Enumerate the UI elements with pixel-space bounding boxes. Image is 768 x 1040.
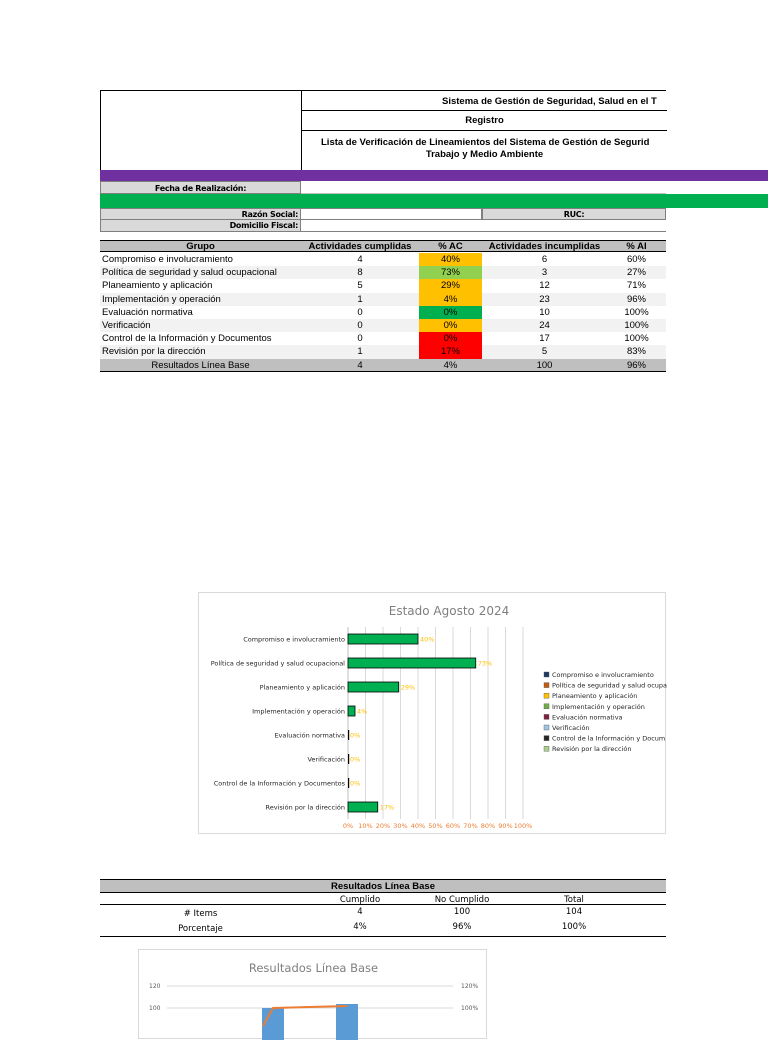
x-tick-label: 60% bbox=[445, 822, 461, 830]
table-row bbox=[100, 319, 666, 332]
fecha-label: Fecha de Realización: bbox=[100, 181, 301, 194]
th-grupo: Grupo bbox=[186, 241, 215, 252]
estado-chart bbox=[198, 592, 666, 834]
summary-table bbox=[100, 879, 666, 937]
legend-swatch bbox=[544, 725, 549, 730]
table-row bbox=[100, 306, 666, 319]
legend-swatch bbox=[544, 746, 549, 751]
summary-pct-t: 100% bbox=[561, 922, 587, 932]
legend-label: Compromiso e involucramiento bbox=[552, 671, 654, 679]
legend-label: Evaluación normativa bbox=[552, 713, 623, 722]
chart2-bar-nocumplido bbox=[336, 1004, 358, 1040]
total-pai: 96% bbox=[626, 359, 646, 371]
legend-swatch bbox=[544, 704, 549, 709]
td-pac: 0% bbox=[419, 332, 482, 345]
table-row bbox=[100, 293, 666, 306]
chart2-bar-cumplido bbox=[262, 1008, 284, 1040]
ruc-label: RUC: bbox=[482, 208, 666, 220]
table-row bbox=[100, 345, 666, 358]
td-pai: 83% bbox=[626, 346, 646, 358]
th-pai: % AI bbox=[626, 241, 647, 252]
category-label: Implementación y operación bbox=[252, 707, 345, 716]
category-label: Planeamiento y aplicación bbox=[259, 683, 345, 692]
summary-header-row bbox=[100, 893, 666, 905]
legend-label: Implementación y operación bbox=[552, 702, 645, 711]
legend-swatch bbox=[544, 683, 549, 688]
th-pac: % AC bbox=[438, 241, 463, 252]
domicilio-input[interactable] bbox=[301, 220, 666, 232]
td-ai: 23 bbox=[539, 293, 550, 305]
bar bbox=[348, 802, 378, 812]
x-tick-label: 90% bbox=[498, 822, 513, 830]
category-label: Control de la Información y Documentos bbox=[213, 779, 345, 788]
td-pai: 100% bbox=[624, 333, 649, 345]
td-ac: 5 bbox=[357, 280, 363, 292]
header-line3b: Trabajo y Medio Ambiente bbox=[425, 149, 544, 160]
summary-items-t: 104 bbox=[565, 907, 583, 917]
x-tick-label: 20% bbox=[375, 822, 391, 830]
resultados-chart bbox=[138, 949, 487, 1039]
td-pai: 60% bbox=[626, 254, 646, 265]
summary-h-total: Total bbox=[564, 895, 584, 905]
total-pac: 4% bbox=[443, 359, 458, 371]
x-tick-label: 100% bbox=[513, 822, 533, 830]
razon-label: Razón Social: bbox=[100, 208, 301, 220]
td-ac: 0 bbox=[357, 306, 363, 318]
table-row bbox=[100, 332, 666, 345]
td-grupo: Política de seguridad y salud ocupacional bbox=[102, 267, 277, 279]
category-label: Política de seguridad y salud ocupacional bbox=[210, 659, 345, 668]
logo-cell bbox=[101, 91, 302, 171]
header-block bbox=[100, 90, 666, 170]
x-tick-label: 70% bbox=[463, 822, 478, 830]
x-tick-label: 50% bbox=[428, 822, 443, 830]
td-ai: 10 bbox=[539, 306, 550, 318]
table-header-row bbox=[100, 240, 666, 252]
x-tick-label: 40% bbox=[410, 822, 426, 830]
table-total-row bbox=[100, 359, 666, 372]
razon-row bbox=[100, 208, 666, 220]
green-band bbox=[100, 194, 768, 208]
table-row bbox=[100, 266, 666, 279]
purple-band bbox=[100, 170, 768, 181]
summary-row-pct bbox=[100, 920, 666, 937]
td-ac: 8 bbox=[357, 267, 363, 279]
td-grupo: Implementación y operación bbox=[102, 293, 221, 305]
summary-row-items bbox=[100, 906, 666, 920]
bar-chart-svg bbox=[199, 593, 667, 835]
td-grupo: Verificación bbox=[102, 320, 151, 331]
data-label: 40% bbox=[420, 635, 435, 644]
td-pai: 27% bbox=[626, 267, 646, 279]
td-pac: 4% bbox=[419, 293, 482, 306]
x-tick-label: 30% bbox=[393, 822, 408, 830]
legend-label: Planeamiento y aplicación bbox=[552, 692, 638, 701]
header-line1: Sistema de Gestión de Seguridad, Salud en el T bbox=[302, 91, 667, 111]
chart2-left-tick-120: 120 bbox=[149, 983, 161, 990]
table-row bbox=[100, 279, 666, 292]
chart2-right-tick-120: 120% bbox=[461, 983, 479, 990]
td-pac: 40% bbox=[419, 253, 482, 266]
td-ac: 1 bbox=[357, 346, 363, 358]
td-ac: 4 bbox=[357, 254, 363, 265]
legend-swatch bbox=[544, 714, 549, 719]
x-tick-label: 0% bbox=[342, 822, 354, 830]
data-label: 73% bbox=[477, 659, 493, 668]
chart2-right-tick-100: 100% bbox=[461, 1005, 479, 1012]
td-grupo: Control de la Información y Documentos bbox=[102, 333, 272, 345]
th-ai: Actividades incumplidas bbox=[488, 241, 601, 252]
domicilio-row bbox=[100, 220, 666, 232]
legend-swatch bbox=[544, 693, 549, 698]
data-label: 4% bbox=[357, 707, 368, 716]
bar bbox=[348, 634, 418, 644]
td-pai: 100% bbox=[624, 320, 649, 331]
legend-label: Verificación bbox=[552, 724, 590, 732]
td-grupo: Revisión por la dirección bbox=[102, 346, 206, 358]
td-ai: 3 bbox=[541, 267, 548, 279]
data-label: 0% bbox=[350, 779, 361, 788]
x-tick-label: 10% bbox=[358, 822, 373, 830]
td-grupo: Planeamiento y aplicación bbox=[102, 280, 213, 292]
td-pac: 0% bbox=[419, 306, 482, 319]
summary-pct-nc: 96% bbox=[452, 922, 472, 932]
x-tick-label: 80% bbox=[480, 822, 496, 830]
legend-label: Revisión por la dirección bbox=[552, 745, 632, 754]
header-line3a: Lista de Verificación de Lineamientos del Sistema de Gestión de Segurid bbox=[321, 137, 650, 148]
category-label: Compromiso e involucramiento bbox=[243, 635, 345, 644]
domicilio-label: Domicilio Fiscal: bbox=[100, 220, 301, 232]
td-ac: 0 bbox=[357, 320, 363, 331]
fecha-row bbox=[100, 181, 666, 194]
td-pai: 71% bbox=[626, 280, 646, 292]
table-row bbox=[100, 253, 666, 266]
legend-swatch bbox=[544, 736, 549, 741]
td-pai: 100% bbox=[624, 306, 649, 318]
summary-title: Resultados Línea Base bbox=[100, 879, 666, 893]
category-label: Evaluación normativa bbox=[274, 731, 345, 740]
td-grupo: Compromiso e involucramiento bbox=[102, 254, 233, 265]
td-pac: 29% bbox=[419, 279, 482, 292]
summary-pct-c: 4% bbox=[353, 922, 367, 932]
chart2-svg bbox=[139, 950, 488, 1040]
legend-swatch bbox=[544, 672, 549, 677]
td-pai: 96% bbox=[626, 293, 646, 305]
summary-items-nc: 100 bbox=[453, 907, 471, 917]
td-ai: 6 bbox=[541, 254, 548, 265]
legend-label: Control de la Información y Docum bbox=[552, 734, 666, 743]
td-ai: 12 bbox=[539, 280, 550, 292]
summary-items-c: 4 bbox=[357, 907, 363, 917]
td-pac: 0% bbox=[419, 319, 482, 332]
razon-input[interactable] bbox=[301, 208, 482, 220]
legend-label: Política de seguridad y salud ocupa bbox=[552, 681, 667, 690]
summary-items-label: # Items bbox=[183, 909, 218, 919]
bar bbox=[348, 682, 399, 692]
total-grupo: Resultados Línea Base bbox=[151, 359, 250, 371]
chart2-left-tick-100: 100 bbox=[149, 1005, 161, 1012]
chart2-title: Resultados Línea Base bbox=[248, 961, 379, 975]
td-ai: 17 bbox=[539, 333, 550, 345]
td-pac: 17% bbox=[419, 345, 482, 358]
data-label: 17% bbox=[379, 803, 395, 812]
category-label: Verificación bbox=[307, 755, 345, 764]
td-ai: 5 bbox=[541, 346, 548, 358]
td-ac: 0 bbox=[357, 333, 363, 345]
td-grupo: Evaluación normativa bbox=[102, 306, 193, 318]
th-ac: Actividades cumplidas bbox=[308, 241, 412, 252]
category-label: Revisión por la dirección bbox=[265, 803, 345, 812]
data-label: 0% bbox=[350, 755, 361, 764]
fecha-input[interactable] bbox=[301, 181, 666, 194]
td-pac: 73% bbox=[419, 266, 482, 279]
td-ai: 24 bbox=[539, 320, 550, 331]
data-label: 29% bbox=[400, 683, 416, 692]
bar bbox=[348, 658, 476, 668]
data-label: 0% bbox=[350, 731, 361, 740]
bar bbox=[348, 706, 355, 716]
summary-h-nocumplido: No Cumplido bbox=[434, 895, 490, 905]
header-line2: Registro bbox=[302, 111, 667, 131]
chart-title: Estado Agosto 2024 bbox=[388, 604, 510, 618]
total-ai: 100 bbox=[536, 359, 553, 371]
summary-h-cumplido: Cumplido bbox=[339, 895, 381, 905]
td-ac: 1 bbox=[357, 293, 363, 305]
summary-pct-label: Porcentaje bbox=[178, 924, 223, 934]
total-ac: 4 bbox=[357, 359, 363, 371]
